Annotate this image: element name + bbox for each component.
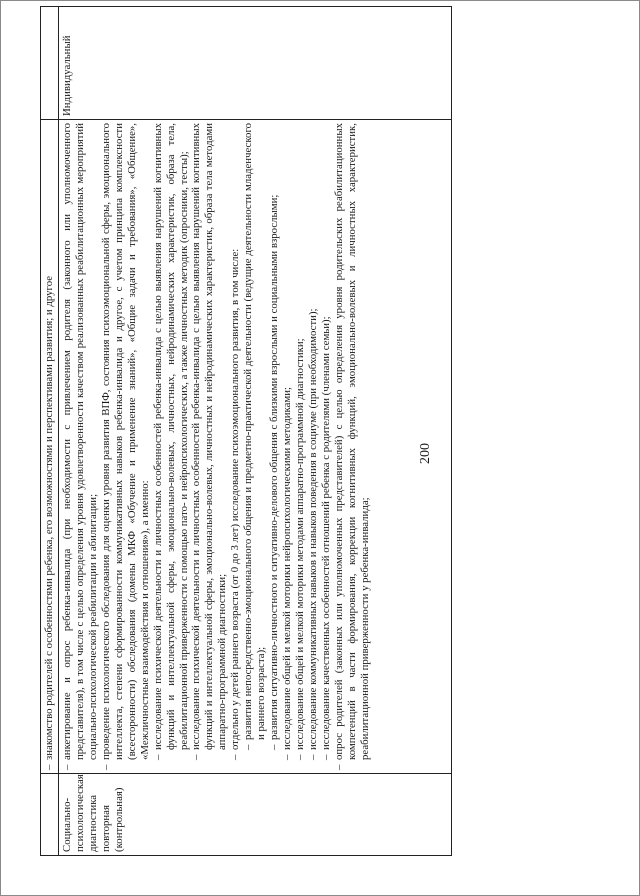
page-number: 200	[418, 443, 433, 464]
list-item: – исследование качественных особенностей отношений ребенка с родителями (членами семьи);	[320, 123, 333, 760]
list-item: – проведение психологического обследования для оценки уровня развития ВПФ, состояния психоэмоциональной сферы, эмоционального интеллекта, степени сформированности коммуникативных навыков ребенка-инвалида и другое, с учетом принципа комплексности (всесторонности) обследования (домены МКФ «Обучение и применение знаний», «Общие задачи и требования», «Общение», «Межличностные взаимодействия и отношения»), а именно:	[100, 123, 152, 770]
content-cell	[41, 120, 59, 774]
list-item: – исследование общей и мелкой моторики методами аппаратно-программной диагностики;	[294, 123, 307, 760]
section-title: Социально-психологическая диагностика повторная (контрольная)	[58, 774, 451, 856]
sub-list	[152, 123, 243, 760]
measures-list	[61, 123, 152, 770]
measures-list	[333, 123, 372, 770]
program-table	[40, 6, 452, 856]
section-cell-empty	[41, 774, 59, 856]
list-item: – исследование общей и мелкой моторики нейропсихологическими методиками;	[281, 123, 294, 760]
list-item: – отдельно у детей раннего возраста (от 0 до 3 лет) исследование психоэмоционального развития, в том числе:	[229, 123, 242, 760]
table-row-previous	[41, 7, 59, 856]
list-item: – исследование психической деятельности и личностных особенностей ребенка-инвалида с целью выявления нарушений когнитивных функций и интеллектуальной сферы, эмоционально-волевых, личностных и нейродинамических характеристик, образа тела методами аппаратно-программной диагностики;	[190, 123, 229, 760]
content-cell	[58, 120, 451, 774]
table-row	[58, 7, 451, 856]
list-item: – исследование психической деятельности и личностных особенностей ребенка-инвалида с целью выявления нарушений когнитивных функций и интеллектуальной сферы, эмоционально-волевых, личностных, нейродинамических характеристик, образа тела, реабилитационной приверженности с помощью пато- и нейропсихологических, а также личностных методик (опросники, тесты);	[152, 123, 191, 760]
sub-sub-list	[242, 123, 281, 750]
list-item: – анкетирование и опрос ребенка-инвалида (при необходимости с привлечением родителя (законного или уполномоченного представителя), в том числе с целью определения уровня удовлетворенности качеством реализованных реабилитационных мероприятий социально-психологической реабилитации и абилитации;	[61, 123, 100, 770]
list-item: – развития непосредственно-эмоционального общения и предметно-практической деятельности (ведущие деятельности младенческого и раннего возраста);	[242, 123, 268, 750]
list-item: – развития ситуативно-личностного и ситуативно-делового общения с близкими взрослыми и социальными взрослыми;	[268, 123, 281, 750]
form-cell-empty	[41, 7, 59, 120]
list-item: – опрос родителей (законных или уполномоченных представителей) с целью определения уровня родительских реабилитационных компетенций в части формирования, коррекции когнитивных функций, эмоционально-волевых и личностных характеристик, реабилитационной приверженности у ребенка-инвалида;	[333, 123, 372, 770]
list-item: – исследование коммуникативных навыков и навыков поведения в социуме (при необходимости);	[307, 123, 320, 760]
sub-list	[281, 123, 333, 760]
form-cell: Индивидуальный	[58, 7, 451, 120]
list-item: – знакомство родителей с особенностями ребенка, его возможностями и перспективами развития; и другое	[43, 123, 56, 770]
